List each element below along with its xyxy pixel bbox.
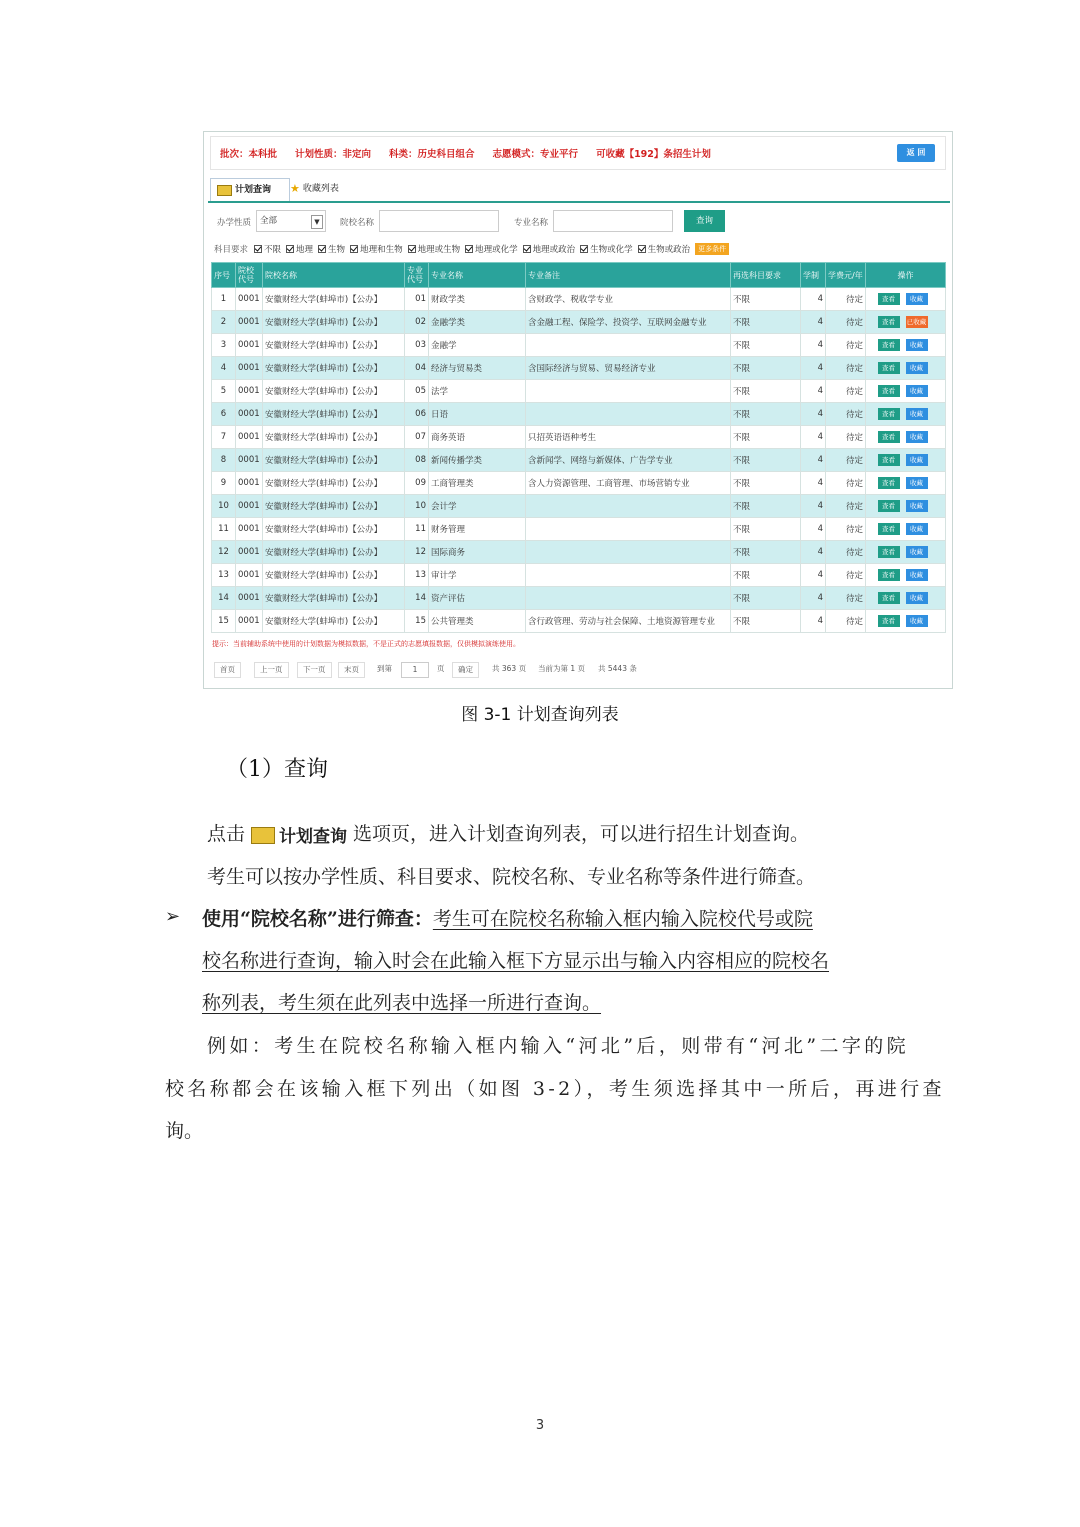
cell-no: 11 — [212, 518, 236, 541]
cell-school: 安徽财经大学(蚌埠市)【公办】 — [263, 564, 405, 587]
subject-checkbox[interactable] — [638, 243, 691, 255]
favorite-button[interactable]: 收藏 — [906, 339, 928, 351]
cell-major: 财政学类 — [429, 288, 526, 311]
cell-no: 9 — [212, 472, 236, 495]
prev-page-button[interactable]: 上一页 — [254, 662, 289, 678]
cell-len: 4 — [801, 541, 826, 564]
cell-sc: 0001 — [236, 495, 263, 518]
cell-mc: 09 — [405, 472, 429, 495]
cell-mc: 10 — [405, 495, 429, 518]
cell-mc: 05 — [405, 380, 429, 403]
subject-checkbox[interactable] — [350, 243, 403, 255]
view-button[interactable]: 查看 — [878, 293, 900, 305]
cell-actions — [866, 288, 946, 311]
favorite-button[interactable]: 收藏 — [906, 431, 928, 443]
table-row — [212, 357, 946, 380]
cell-sc: 0001 — [236, 518, 263, 541]
cell-req: 不限 — [731, 380, 801, 403]
search-button[interactable]: 查询 — [684, 210, 725, 232]
section-heading: （1）查询 — [226, 757, 328, 782]
cell-school: 安徽财经大学(蚌埠市)【公办】 — [263, 426, 405, 449]
bullet-line-2: 校名称进行查询，输入时会在此输入框下方显示出与输入内容相应的院校名 — [202, 950, 830, 972]
cell-actions — [866, 403, 946, 426]
example-line-2: 校名称都会在该输入框下列出（如图 3-2），考生须选择其中一所后，再进行查 — [165, 1078, 945, 1100]
subject-checkbox[interactable] — [465, 243, 518, 255]
cell-len: 4 — [801, 587, 826, 610]
cell-no: 3 — [212, 334, 236, 357]
cell-sc: 0001 — [236, 380, 263, 403]
cell-major: 审计学 — [429, 564, 526, 587]
plan-query-icon — [251, 827, 275, 844]
first-page-button[interactable]: 首页 — [214, 662, 241, 678]
cell-fee: 待定 — [826, 311, 866, 334]
favorite-button[interactable]: 收藏 — [906, 408, 928, 420]
checkbox-checked-icon — [286, 245, 294, 253]
favorite-button[interactable]: 收藏 — [906, 523, 928, 535]
cell-sc: 0001 — [236, 357, 263, 380]
cell-len: 4 — [801, 380, 826, 403]
cell-actions — [866, 541, 946, 564]
figure-caption: 图 3-1 计划查询列表 — [461, 705, 619, 725]
table-row — [212, 564, 946, 587]
subject-type-info: 科类：历史科目组合 — [389, 149, 475, 160]
column-header: 再选科目要求 — [731, 263, 801, 288]
cell-req: 不限 — [731, 403, 801, 426]
cell-sc: 0001 — [236, 426, 263, 449]
cell-fee: 待定 — [826, 357, 866, 380]
cell-actions — [866, 449, 946, 472]
cell-no: 12 — [212, 541, 236, 564]
cell-actions — [866, 518, 946, 541]
view-button[interactable]: 查看 — [878, 523, 900, 535]
cell-len: 4 — [801, 564, 826, 587]
cell-actions — [866, 564, 946, 587]
plan-query-icon — [217, 185, 232, 196]
cell-note: 只招英语语种考生 — [526, 426, 731, 449]
cell-mc: 03 — [405, 334, 429, 357]
goto-label: 到第 — [377, 664, 392, 673]
page-number-input[interactable]: 1 — [401, 662, 429, 678]
cell-mc: 08 — [405, 449, 429, 472]
cell-mc: 13 — [405, 564, 429, 587]
subject-label: 生物 — [328, 245, 346, 255]
cell-school: 安徽财经大学(蚌埠市)【公办】 — [263, 334, 405, 357]
checkbox-checked-icon — [254, 245, 262, 253]
cell-note: 含金融工程、保险学、投资学、互联网金融专业 — [526, 311, 731, 334]
subject-label: 地理或化学 — [475, 245, 518, 255]
cell-school: 安徽财经大学(蚌埠市)【公办】 — [263, 288, 405, 311]
current-page-text: 当前为第 1 页 — [538, 664, 586, 673]
total-pages-text: 共 363 页 — [492, 664, 527, 673]
subject-checkbox[interactable] — [318, 243, 345, 255]
major-name-label: 专业名称 — [514, 218, 549, 228]
cell-no: 6 — [212, 403, 236, 426]
plan-query-screenshot — [203, 131, 953, 689]
cell-sc: 0001 — [236, 472, 263, 495]
tip-text: 提示：当前辅助系统中使用的计划数据为模拟数据，不是正式的志愿填报数据，仅供模拟演练使用。 — [212, 640, 520, 648]
favorite-button[interactable]: 收藏 — [906, 385, 928, 397]
cell-sc: 0001 — [236, 541, 263, 564]
column-header: 学制 — [801, 263, 826, 288]
cell-school: 安徽财经大学(蚌埠市)【公办】 — [263, 610, 405, 633]
table-header-row — [212, 263, 946, 288]
cell-sc: 0001 — [236, 311, 263, 334]
cell-fee: 待定 — [826, 449, 866, 472]
subject-checkbox[interactable] — [408, 243, 461, 255]
cell-school: 安徽财经大学(蚌埠市)【公办】 — [263, 357, 405, 380]
star-icon: ★ — [290, 182, 300, 195]
column-header: 院校名称 — [263, 263, 405, 288]
subject-checkbox[interactable] — [523, 243, 576, 255]
subject-checkbox[interactable] — [254, 243, 281, 255]
cell-major: 日语 — [429, 403, 526, 426]
cell-note: 含财政学、税收学专业 — [526, 288, 731, 311]
cell-major: 新闻传播学类 — [429, 449, 526, 472]
cell-note: 含新闻学、网络与新媒体、广告学专业 — [526, 449, 731, 472]
view-button[interactable]: 查看 — [878, 362, 900, 374]
cell-req: 不限 — [731, 587, 801, 610]
favorite-button[interactable]: 收藏 — [906, 615, 928, 627]
cell-fee: 待定 — [826, 518, 866, 541]
subject-label: 地理或生物 — [417, 245, 461, 255]
subject-checkbox[interactable] — [580, 243, 633, 255]
cell-school: 安徽财经大学(蚌埠市)【公办】 — [263, 472, 405, 495]
cell-note — [526, 403, 731, 426]
checkbox-checked-icon — [408, 245, 416, 253]
next-page-button[interactable]: 下一页 — [297, 662, 332, 678]
cell-len: 4 — [801, 288, 826, 311]
cell-len: 4 — [801, 426, 826, 449]
column-header: 院校代号 — [236, 263, 263, 288]
cell-school: 安徽财经大学(蚌埠市)【公办】 — [263, 587, 405, 610]
bullet-title: 使用“院校名称”进行筛查： — [202, 908, 433, 930]
chevron-down-icon: ▼ — [311, 215, 323, 229]
table-row — [212, 472, 946, 495]
cell-req: 不限 — [731, 311, 801, 334]
cell-req: 不限 — [731, 449, 801, 472]
last-page-button[interactable]: 末页 — [338, 662, 365, 678]
cell-fee: 待定 — [826, 403, 866, 426]
cell-school: 安徽财经大学(蚌埠市)【公办】 — [263, 311, 405, 334]
view-button[interactable]: 查看 — [878, 385, 900, 397]
cell-req: 不限 — [731, 541, 801, 564]
cell-major: 财务管理 — [429, 518, 526, 541]
cell-note: 含行政管理、劳动与社会保障、土地资源管理专业 — [526, 610, 731, 633]
favorite-button[interactable]: 收藏 — [906, 592, 928, 604]
cell-note — [526, 587, 731, 610]
cell-actions — [866, 472, 946, 495]
school-nature-value: 全部 — [260, 216, 278, 226]
table-row — [212, 518, 946, 541]
underlined-text: 考生可在院校名称输入框内输入院校代号或院 — [432, 908, 813, 930]
tab-favorites[interactable] — [284, 178, 366, 200]
cell-fee: 待定 — [826, 564, 866, 587]
cell-actions — [866, 334, 946, 357]
cell-no: 4 — [212, 357, 236, 380]
example-line-1: 例如：考生在院校名称输入框内输入“河北”后，则带有“河北”二字的院 — [207, 1035, 910, 1057]
cell-len: 4 — [801, 610, 826, 633]
pagination — [212, 658, 942, 678]
paragraph-click-tab — [207, 819, 809, 847]
cell-note — [526, 380, 731, 403]
view-button[interactable]: 查看 — [878, 569, 900, 581]
checkbox-checked-icon — [350, 245, 358, 253]
cell-school: 安徽财经大学(蚌埠市)【公办】 — [263, 403, 405, 426]
table-row — [212, 426, 946, 449]
cell-mc: 11 — [405, 518, 429, 541]
table-row — [212, 610, 946, 633]
major-name-input[interactable] — [553, 210, 673, 232]
cell-mc: 15 — [405, 610, 429, 633]
tab-bar — [208, 175, 950, 203]
cell-sc: 0001 — [236, 564, 263, 587]
favorite-button[interactable]: 收藏 — [906, 546, 928, 558]
cell-actions — [866, 357, 946, 380]
cell-actions — [866, 380, 946, 403]
favorite-button[interactable]: 收藏 — [906, 500, 928, 512]
cell-no: 14 — [212, 587, 236, 610]
cell-sc: 0001 — [236, 288, 263, 311]
checkbox-checked-icon — [318, 245, 326, 253]
cell-mc: 01 — [405, 288, 429, 311]
table-body — [212, 288, 946, 633]
cell-major: 工商管理类 — [429, 472, 526, 495]
cell-fee: 待定 — [826, 541, 866, 564]
tab-label: 计划查询 — [235, 185, 272, 195]
school-nature-select[interactable] — [256, 210, 326, 232]
cell-school: 安徽财经大学(蚌埠市)【公办】 — [263, 541, 405, 564]
school-nature-label: 办学性质 — [217, 218, 252, 228]
table-row — [212, 449, 946, 472]
collect-count-info: 可收藏【192】条招生计划 — [596, 149, 711, 160]
school-name-input[interactable] — [379, 210, 499, 232]
cell-fee: 待定 — [826, 587, 866, 610]
cell-no: 13 — [212, 564, 236, 587]
cell-note — [526, 518, 731, 541]
cell-len: 4 — [801, 518, 826, 541]
view-button[interactable]: 查看 — [878, 408, 900, 420]
confirm-page-button[interactable]: 确定 — [452, 662, 479, 678]
table-row — [212, 334, 946, 357]
cell-len: 4 — [801, 403, 826, 426]
cell-sc: 0001 — [236, 449, 263, 472]
cell-fee: 待定 — [826, 334, 866, 357]
cell-no: 15 — [212, 610, 236, 633]
favorited-button[interactable]: 已收藏 — [906, 318, 927, 326]
view-button[interactable]: 查看 — [878, 431, 900, 443]
bullet-line-3: 称列表，考生须在此列表中选择一所进行查询。 — [202, 992, 602, 1014]
cell-req: 不限 — [731, 564, 801, 587]
checkbox-checked-icon — [638, 245, 646, 253]
cell-req: 不限 — [731, 288, 801, 311]
cell-len: 4 — [801, 334, 826, 357]
subject-checkbox[interactable] — [286, 243, 313, 255]
cell-note — [526, 541, 731, 564]
cell-sc: 0001 — [236, 610, 263, 633]
info-bar — [210, 136, 946, 170]
cell-major: 商务英语 — [429, 426, 526, 449]
cell-school: 安徽财经大学(蚌埠市)【公办】 — [263, 495, 405, 518]
cell-mc: 12 — [405, 541, 429, 564]
table-row — [212, 587, 946, 610]
school-name-label: 院校名称 — [340, 218, 375, 228]
subject-label: 生物或化学 — [590, 245, 633, 255]
bullet-arrow-icon: ➢ — [165, 906, 181, 927]
cell-actions — [866, 311, 946, 334]
cell-req: 不限 — [731, 495, 801, 518]
cell-fee: 待定 — [826, 426, 866, 449]
mode-info: 志愿模式：专业平行 — [492, 149, 579, 160]
favorite-button[interactable]: 收藏 — [906, 293, 928, 305]
subject-label: 地理和生物 — [360, 245, 403, 255]
cell-mc: 06 — [405, 403, 429, 426]
cell-mc: 04 — [405, 357, 429, 380]
checkbox-checked-icon — [580, 245, 588, 253]
cell-no: 5 — [212, 380, 236, 403]
cell-sc: 0001 — [236, 403, 263, 426]
cell-major: 资产评估 — [429, 587, 526, 610]
cell-note: 含国际经济与贸易、贸易经济专业 — [526, 357, 731, 380]
cell-major: 金融学类 — [429, 311, 526, 334]
cell-no: 2 — [212, 311, 236, 334]
cell-school: 安徽财经大学(蚌埠市)【公办】 — [263, 518, 405, 541]
view-button[interactable]: 查看 — [878, 316, 900, 328]
view-button[interactable]: 查看 — [878, 500, 900, 512]
cell-note — [526, 334, 731, 357]
view-button[interactable]: 查看 — [878, 454, 900, 466]
favorite-button[interactable]: 收藏 — [906, 569, 928, 581]
checkbox-checked-icon — [465, 245, 473, 253]
bullet-line-1 — [202, 904, 813, 931]
paragraph-filter-conditions: 考生可以按办学性质、科目要求、院校名称、专业名称等条件进行筛查。 — [207, 866, 816, 888]
cell-no: 1 — [212, 288, 236, 311]
tab-image-label: 计划查询 — [279, 827, 348, 847]
cell-note — [526, 495, 731, 518]
batch-info: 批次：本科批 — [220, 149, 278, 160]
cell-len: 4 — [801, 495, 826, 518]
cell-note: 含人力资源管理、工商管理、市场营销专业 — [526, 472, 731, 495]
cell-actions — [866, 610, 946, 633]
cell-fee: 待定 — [826, 380, 866, 403]
cell-req: 不限 — [731, 610, 801, 633]
view-button[interactable]: 查看 — [878, 339, 900, 351]
cell-school: 安徽财经大学(蚌埠市)【公办】 — [263, 449, 405, 472]
cell-len: 4 — [801, 357, 826, 380]
column-header: 专业名称 — [429, 263, 526, 288]
cell-len: 4 — [801, 472, 826, 495]
cell-fee: 待定 — [826, 472, 866, 495]
plan-nature-info: 计划性质：非定向 — [295, 149, 372, 160]
cell-mc: 02 — [405, 311, 429, 334]
filter-bar — [214, 210, 944, 234]
plan-table — [211, 262, 946, 633]
cell-mc: 14 — [405, 587, 429, 610]
view-button[interactable]: 查看 — [878, 615, 900, 627]
cell-sc: 0001 — [236, 587, 263, 610]
column-header: 专业备注 — [526, 263, 731, 288]
cell-no: 8 — [212, 449, 236, 472]
example-line-3: 询。 — [165, 1120, 204, 1142]
cell-req: 不限 — [731, 426, 801, 449]
subject-label: 地理 — [296, 245, 314, 255]
cell-fee: 待定 — [826, 610, 866, 633]
cell-no: 7 — [212, 426, 236, 449]
cell-major: 公共管理类 — [429, 610, 526, 633]
text: 点击 — [207, 823, 246, 845]
tab-plan-query[interactable] — [210, 178, 290, 201]
cell-actions — [866, 426, 946, 449]
column-header: 序号 — [212, 263, 236, 288]
cell-len: 4 — [801, 311, 826, 334]
table-row — [212, 288, 946, 311]
cell-fee: 待定 — [826, 288, 866, 311]
cell-major: 国际商务 — [429, 541, 526, 564]
table-row — [212, 380, 946, 403]
view-button[interactable]: 查看 — [878, 546, 900, 558]
table-row — [212, 311, 946, 334]
checkbox-checked-icon — [523, 245, 531, 253]
favorite-button[interactable]: 收藏 — [906, 362, 928, 374]
cell-major: 法学 — [429, 380, 526, 403]
cell-sc: 0001 — [236, 334, 263, 357]
table-row — [212, 541, 946, 564]
back-button[interactable]: 返 回 — [897, 144, 935, 162]
cell-req: 不限 — [731, 334, 801, 357]
tab-label: 收藏列表 — [302, 184, 339, 194]
page-unit-label: 页 — [437, 664, 445, 673]
cell-fee: 待定 — [826, 495, 866, 518]
column-header: 操作 — [866, 263, 946, 288]
cell-major: 经济与贸易类 — [429, 357, 526, 380]
cell-school: 安徽财经大学(蚌埠市)【公办】 — [263, 380, 405, 403]
view-button[interactable]: 查看 — [878, 592, 900, 604]
cell-note — [526, 564, 731, 587]
cell-actions — [866, 495, 946, 518]
cell-no: 10 — [212, 495, 236, 518]
cell-major: 会计学 — [429, 495, 526, 518]
view-button[interactable]: 查看 — [878, 477, 900, 489]
cell-req: 不限 — [731, 472, 801, 495]
cell-mc: 07 — [405, 426, 429, 449]
table-row — [212, 403, 946, 426]
cell-req: 不限 — [731, 357, 801, 380]
cell-major: 金融学 — [429, 334, 526, 357]
subject-label: 地理或政治 — [532, 245, 576, 255]
table-row — [212, 495, 946, 518]
subject-filter — [214, 241, 944, 257]
subject-label: 不限 — [264, 245, 282, 255]
plan-query-tab-image — [251, 822, 347, 847]
subject-filter-label: 科目要求 — [214, 245, 249, 255]
cell-len: 4 — [801, 449, 826, 472]
cell-actions — [866, 587, 946, 610]
page-number: 3 — [535, 1418, 545, 1433]
favorite-button[interactable]: 收藏 — [906, 454, 928, 466]
column-header: 学费元/年 — [826, 263, 866, 288]
favorite-button[interactable]: 收藏 — [906, 477, 928, 489]
column-header: 专业代号 — [405, 263, 429, 288]
cell-req: 不限 — [731, 518, 801, 541]
subject-label: 生物或政治 — [647, 245, 691, 255]
total-items-text: 共 5443 条 — [598, 664, 637, 673]
text: 选项页，进入计划查询列表，可以进行招生计划查询。 — [353, 823, 810, 845]
more-conditions-button[interactable]: 更多条件 — [695, 243, 729, 255]
